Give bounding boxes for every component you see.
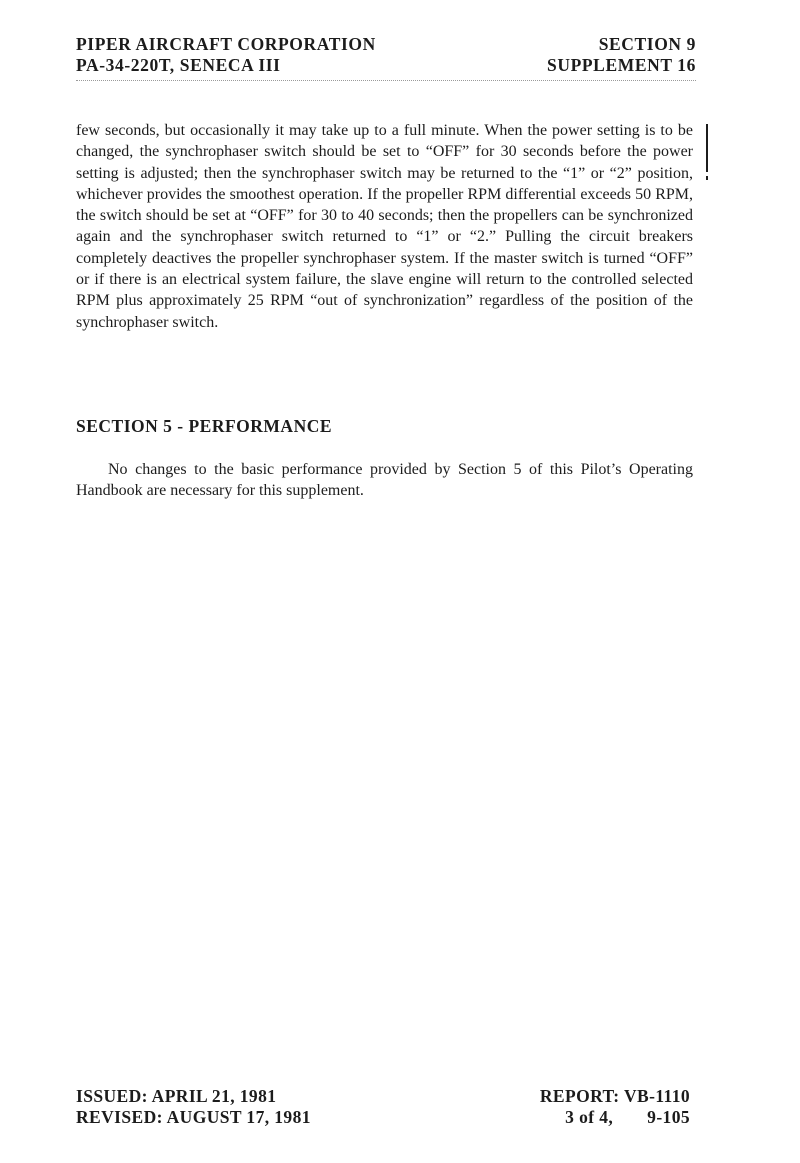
company-name: PIPER AIRCRAFT CORPORATION [76, 34, 376, 54]
issued-date: ISSUED: APRIL 21, 1981 [76, 1086, 277, 1106]
performance-paragraph: No changes to the basic performance provided by Section 5 of this Pilot’s Operating Handbook are necessary for this supplement. [76, 461, 693, 500]
revised-date: REVISED: AUGUST 17, 1981 [76, 1107, 311, 1127]
page-of: 3 of 4, [565, 1107, 614, 1127]
header-left [76, 34, 376, 76]
revision-bar-tick [706, 176, 708, 180]
header-divider [76, 80, 696, 81]
supplement-number: SUPPLEMENT 16 [547, 55, 696, 75]
page-info [540, 1107, 690, 1128]
section-heading: SECTION 5 - PERFORMANCE [76, 416, 333, 436]
header-right [547, 34, 696, 76]
section-number: SECTION 9 [598, 34, 696, 54]
revision-bar [706, 124, 708, 172]
aircraft-model: PA-34-220T, SENECA III [76, 55, 281, 75]
footer-left [76, 1086, 311, 1128]
report-number: REPORT: VB-1110 [539, 1086, 690, 1106]
body-paragraph: few seconds, but occasionally it may take up to a full minute. When the power setting is to be changed, the synchrophaser switch should be set to “OFF” for 30 seconds before the power setting is adjusted; then the synchrophaser switch may be returned to the “1” or “2” position, whichever provides the smoothest operation. If the propeller RPM differential exceeds 50 RPM, the switch should be set at “OFF” for 30 to 40 seconds; then the propellers can be synchronized again and the synchrophaser switch returned to “1” or “2.” Pulling the circuit breakers completely deactives the propeller synchrophaser system. If the master switch is turned “OFF” or if there is an electrical system failure, the slave engine will return to the controlled selected RPM plus approximately 25 RPM “out of synchronization” regardless of the position of the synchrophaser switch. [76, 122, 693, 331]
page-number: 9-105 [647, 1107, 690, 1127]
footer-right [540, 1086, 690, 1128]
